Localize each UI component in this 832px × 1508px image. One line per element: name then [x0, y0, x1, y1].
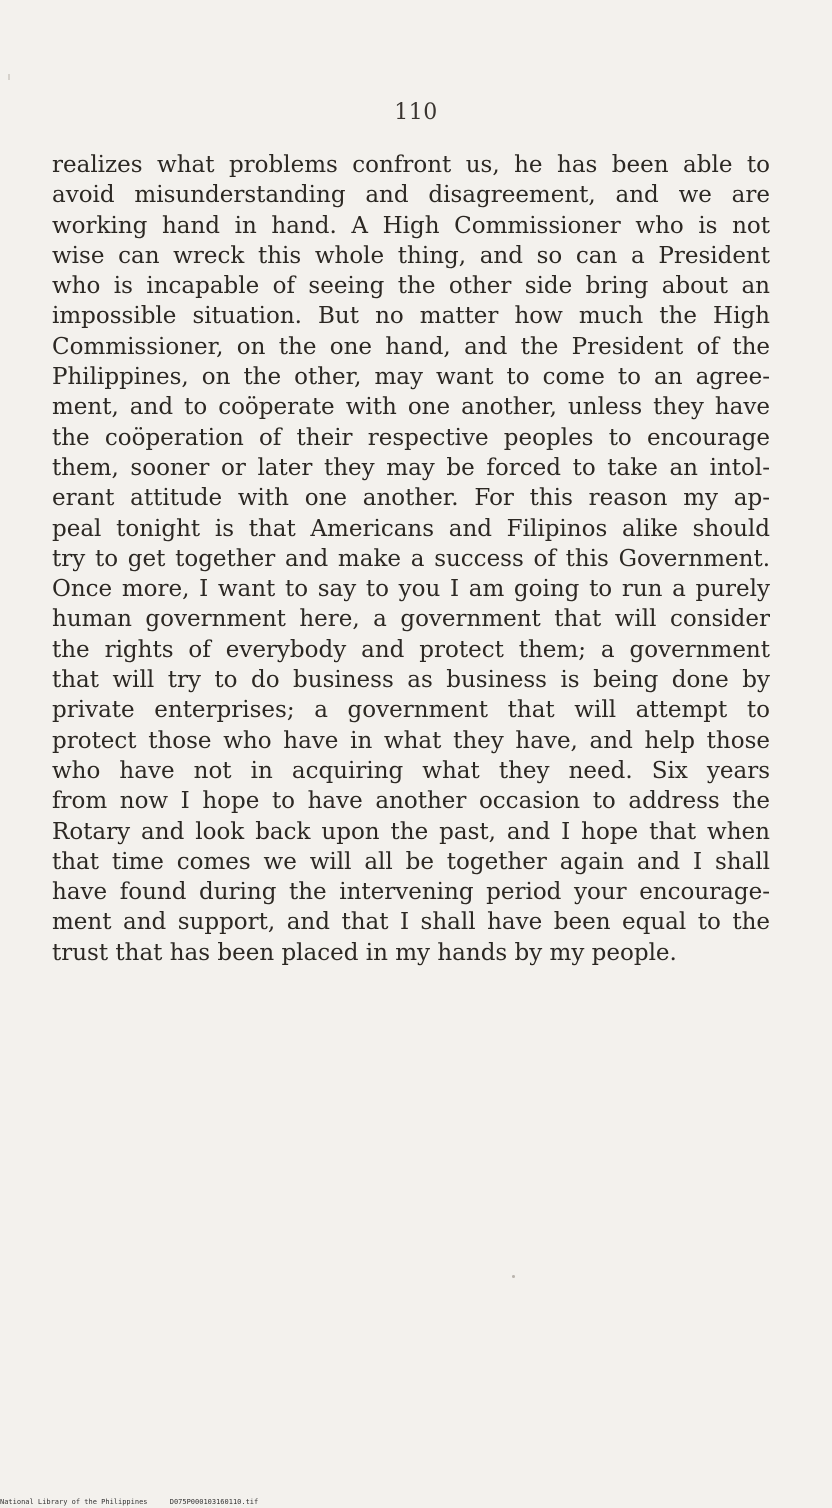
text-line: avoid misunderstanding and disagreement, and we are — [52, 182, 770, 209]
text-line: trust that has been placed in my hands by my people. — [52, 939, 677, 966]
scan-footer — [0, 1498, 276, 1506]
footer-file: D075P000103160110.tif — [169, 1498, 259, 1506]
text-line: erant attitude with one another. For this reason my ap- — [52, 485, 770, 512]
text-line: wise can wreck this whole thing, and so can a President — [52, 242, 770, 269]
text-line: the coöperation of their respective peoples to encourage — [52, 424, 770, 451]
text-line: ment, and to coöperate with one another, unless they have — [52, 394, 770, 421]
text-line: working hand in hand. A High Commissioner who is not — [52, 212, 770, 239]
text-line: human government here, a government that will consider — [52, 606, 770, 633]
scan-speck — [512, 1275, 515, 1278]
text-line: have found during the intervening period your encourage- — [52, 879, 770, 906]
text-line: realizes what problems confront us, he has been able to — [52, 152, 770, 178]
text-line: private enterprises; a government that will attempt to — [52, 697, 770, 724]
scan-edge-mark — [8, 74, 10, 80]
text-line: peal tonight is that Americans and Filipinos alike should — [52, 515, 770, 542]
text-line: try to get together and make a success of this Government. — [52, 545, 770, 572]
text-line: who is incapable of seeing the other side bring about an — [52, 273, 770, 300]
text-line: that will try to do business as business is being done by — [52, 667, 770, 694]
text-line: from now I hope to have another occasion to address the — [52, 788, 770, 815]
footer-library: National Library of the Philippines — [0, 1498, 148, 1506]
text-line: ment and support, and that I shall have been equal to the — [52, 909, 770, 936]
text-line: who have not in acquiring what they need. Six years — [52, 757, 770, 784]
text-line: the rights of everybody and protect them; a government — [52, 636, 770, 663]
body-text — [52, 150, 770, 968]
text-line: Rotary and look back upon the past, and I hope that when — [52, 818, 770, 845]
text-line: that time comes we will all be together again and I shall — [52, 848, 770, 875]
text-line: Once more, I want to say to you I am going to run a purely — [52, 576, 770, 603]
text-line: protect those who have in what they have, and help those — [52, 727, 770, 754]
page-number: 110 — [394, 100, 438, 125]
text-line: Commissioner, on the one hand, and the President of the — [52, 333, 770, 360]
text-line: them, sooner or later they may be forced to take an intol- — [52, 454, 770, 481]
text-line: impossible situation. But no matter how much the High — [52, 303, 770, 330]
text-line: Philippines, on the other, may want to come to an agree- — [52, 364, 770, 391]
